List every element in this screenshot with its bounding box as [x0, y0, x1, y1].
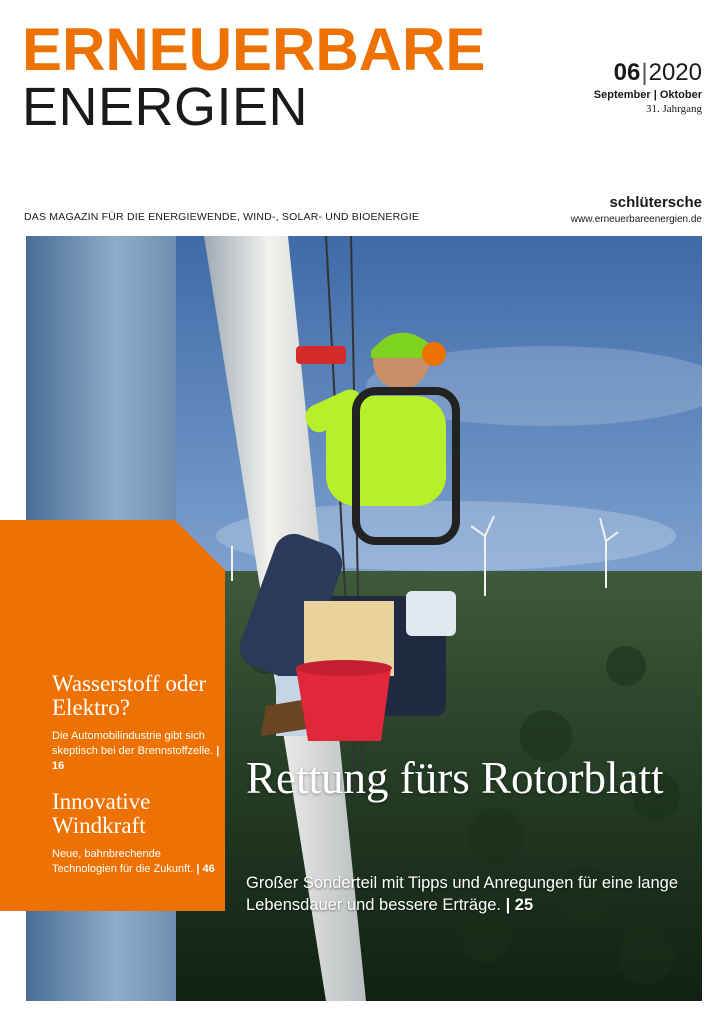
publisher-block: [571, 194, 702, 227]
teaser-title: Wasserstoff oder Elektro?: [52, 671, 207, 720]
issue-number-line: [594, 60, 702, 86]
issue-number: 06: [613, 59, 641, 86]
teaser-description: Neue, bahnbrechende Technologien für die Zukunft.: [52, 848, 194, 875]
issue-months: September | Oktober: [593, 89, 702, 101]
issue-year: 2020: [648, 59, 702, 86]
teaser-title: Innovative Windkraft: [52, 789, 151, 838]
teaser-item-wind[interactable]: [52, 790, 220, 877]
magazine-title-line2: ENERGIEN: [22, 77, 309, 137]
issue-volume: 31. Jahrgang: [645, 103, 702, 115]
magazine-tagline: DAS MAGAZIN FÜR DIE ENERGIEWENDE, WIND-, SOLAR- UND BIOENERGIE: [24, 211, 420, 223]
teaser-text: [52, 847, 220, 877]
magazine-title-line1: ERNEUERBARE: [22, 16, 486, 83]
teaser-page: | 46: [196, 863, 215, 875]
cover-subline-text: Großer Sonderteil mit Tipps und Anregungen für eine lange Lebensdauer und bessere Erträge.: [246, 874, 679, 914]
teaser-description: Die Automobilindustrie gibt sich skeptisch bei der Brennstoffzelle.: [52, 730, 214, 757]
issue-info: [594, 60, 702, 116]
sidebar-teaser-panel: [0, 520, 225, 911]
teaser-text: [52, 729, 220, 774]
cover-story-page: | 25: [505, 896, 534, 914]
issue-separator: |: [641, 59, 648, 86]
cover-subline: [246, 872, 696, 916]
cover-headline: Rettung fürs Rotorblatt: [246, 753, 664, 803]
publisher-name: schlütersche: [609, 194, 702, 211]
teaser-item-hydrogen[interactable]: [52, 672, 220, 774]
teaser-page: | 16: [52, 745, 220, 772]
publisher-url: www.erneuerbareenergien.de: [570, 214, 702, 225]
